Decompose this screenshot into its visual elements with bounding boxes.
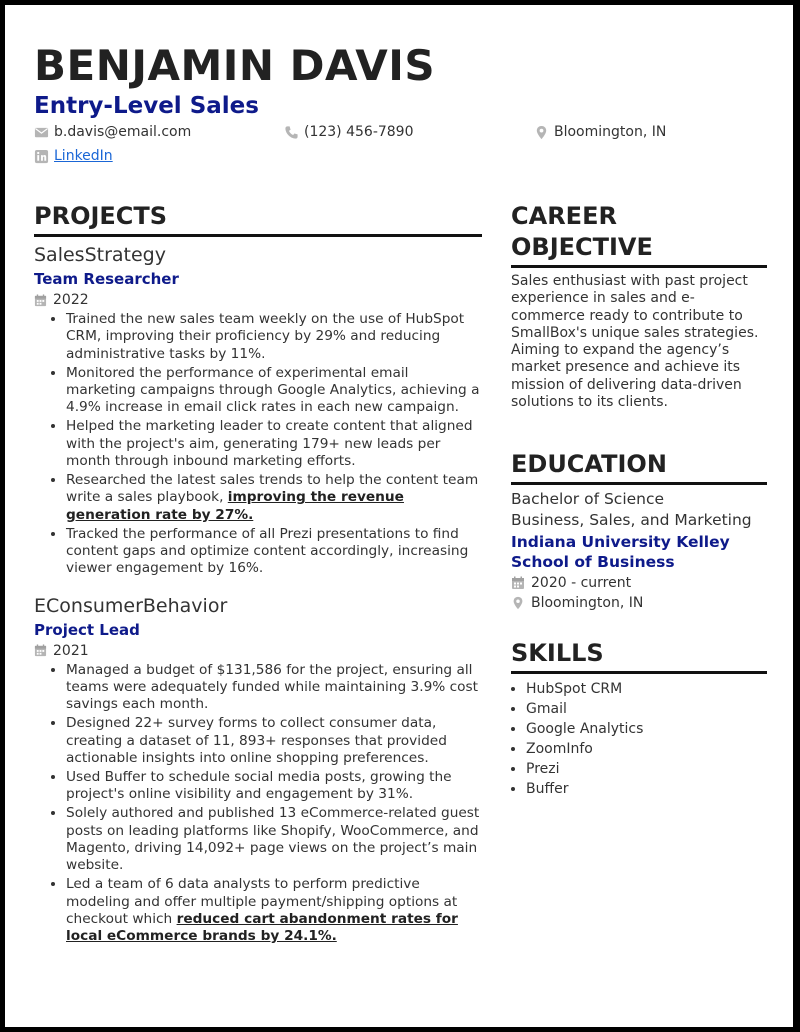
location-text: Bloomington, IN: [554, 124, 667, 140]
bullet-text: Trained the new sales team weekly on the use of HubSpot CRM, improving their proficiency by 29% and reducing administrative tasks by 11%.: [66, 311, 465, 362]
project-name: EConsumerBehavior: [34, 594, 228, 617]
education-school: Indiana University Kelley School of Business: [511, 533, 730, 571]
bullet-text: Solely authored and published 13 eCommerce-related guest posts on leading platforms like Shopify, WooCommerce, and Magento, driving 14,092+ page views on the project’s main website.: [66, 805, 480, 874]
skill-item: • Google Analytics: [526, 719, 767, 739]
project-entry: [34, 243, 482, 578]
skill-item: • Buffer: [526, 779, 767, 799]
map-pin-icon: [511, 596, 525, 610]
bullet-text: Led a team of 6 data analysts to perform predictive modeling and offer multiple payment/shipping options at checkout which: [66, 876, 458, 927]
bullet-item: [66, 526, 482, 578]
contact-phone: [284, 123, 414, 141]
bullet-item: [66, 805, 482, 874]
envelope-icon: [34, 125, 49, 140]
bullet-highlight: reduced cart abandonment rates for local eCommerce brands by 24.1%.: [66, 910, 458, 945]
education-heading: EDUCATION: [511, 449, 767, 485]
project-entry: [34, 594, 482, 946]
objective-text: Sales enthusiast with past project experience in sales and e-commerce ready to contribute to SmallBox's unique sales strategies. Aiming to expand the agency’s market presence and achieve its mission of delivering data-driven solutions to its clients.: [511, 273, 759, 411]
bullet-text: Monitored the performance of experimental email marketing campaigns through Google Analytics, achieving a 4.9% increase in email click rates in each new campaign.: [66, 364, 480, 416]
education-field: Business, Sales, and Marketing: [511, 511, 752, 530]
bullet-text: Designed 22+ survey forms to collect consumer data, creating a dataset of 11, 893+ responses that provided actionable insights into online shopping preferences.: [66, 715, 447, 766]
linkedin-icon: [34, 149, 49, 164]
project-role: Team Researcher: [34, 270, 179, 288]
calendar-icon: [511, 576, 525, 590]
calendar-icon: [34, 294, 47, 307]
education-dates-text: 2020 - current: [531, 575, 632, 592]
bullet-item: [66, 418, 482, 470]
projects-list: [34, 243, 482, 946]
bullet-item: [66, 876, 482, 945]
skills-list: [511, 679, 767, 799]
bullet-item: [66, 662, 482, 714]
candidate-name: BENJAMIN DAVIS: [34, 41, 436, 90]
education-dates: [511, 573, 767, 593]
left-column: [34, 201, 482, 947]
project-bullets: [34, 662, 482, 946]
bullet-item: [66, 715, 482, 767]
bullet-item: [66, 472, 482, 524]
bullet-text: Tracked the performance of all Prezi presentations to find content gaps and optimize content accordingly, increasing viewer engagement by 16%.: [66, 525, 469, 577]
education-location: [511, 593, 767, 613]
right-column: [511, 201, 767, 799]
skill-item: • ZoomInfo: [526, 739, 767, 759]
bullet-item: [66, 365, 482, 417]
project-date-text: 2022: [53, 292, 89, 308]
skill-item: • HubSpot CRM: [526, 679, 767, 699]
candidate-title: Entry-Level Sales: [34, 93, 259, 119]
education-location-text: Bloomington, IN: [531, 595, 644, 612]
project-name: SalesStrategy: [34, 244, 166, 266]
resume-page: [5, 5, 793, 1027]
contact-linkedin: [34, 147, 113, 165]
project-date-text: 2021: [53, 642, 89, 659]
email-text: b.davis@email.com: [54, 124, 192, 140]
project-date: [34, 642, 482, 660]
project-role: Project Lead: [34, 620, 140, 639]
contact-email: [34, 123, 191, 141]
objective-heading: CAREER OBJECTIVE: [511, 201, 767, 268]
phone-icon: [284, 125, 299, 140]
contact-location: [534, 123, 666, 141]
bullet-item: [66, 311, 482, 363]
skill-item: • Gmail: [526, 699, 767, 719]
bullet-text: Researched the latest sales trends to help the content team write a sales playbook,: [66, 472, 479, 506]
education-degree: Bachelor of Science: [511, 490, 665, 509]
phone-text: (123) 456-7890: [304, 124, 414, 140]
projects-heading: PROJECTS: [34, 201, 482, 237]
bullet-text: Used Buffer to schedule social media posts, growing the project's online visibility and engagement by 31%.: [66, 769, 452, 803]
bullet-text: Managed a budget of $131,586 for the project, ensuring all teams were adequately funded while maintaining 3.9% cost savings each month.: [66, 661, 479, 713]
bullet-highlight: improving the revenue generation rate by 27%.: [66, 489, 404, 523]
bullet-text: Helped the marketing leader to create content that aligned with the project's aim, generating 179+ new leads per month through inbound marketing efforts.: [66, 418, 473, 469]
project-bullets: [34, 311, 482, 578]
map-pin-icon: [534, 125, 549, 140]
skills-heading: SKILLS: [511, 638, 767, 674]
calendar-icon: [34, 644, 47, 657]
project-date: [34, 291, 482, 309]
bullet-item: [66, 769, 482, 804]
skill-item: • Prezi: [526, 759, 767, 779]
linkedin-link[interactable]: LinkedIn: [54, 148, 113, 164]
